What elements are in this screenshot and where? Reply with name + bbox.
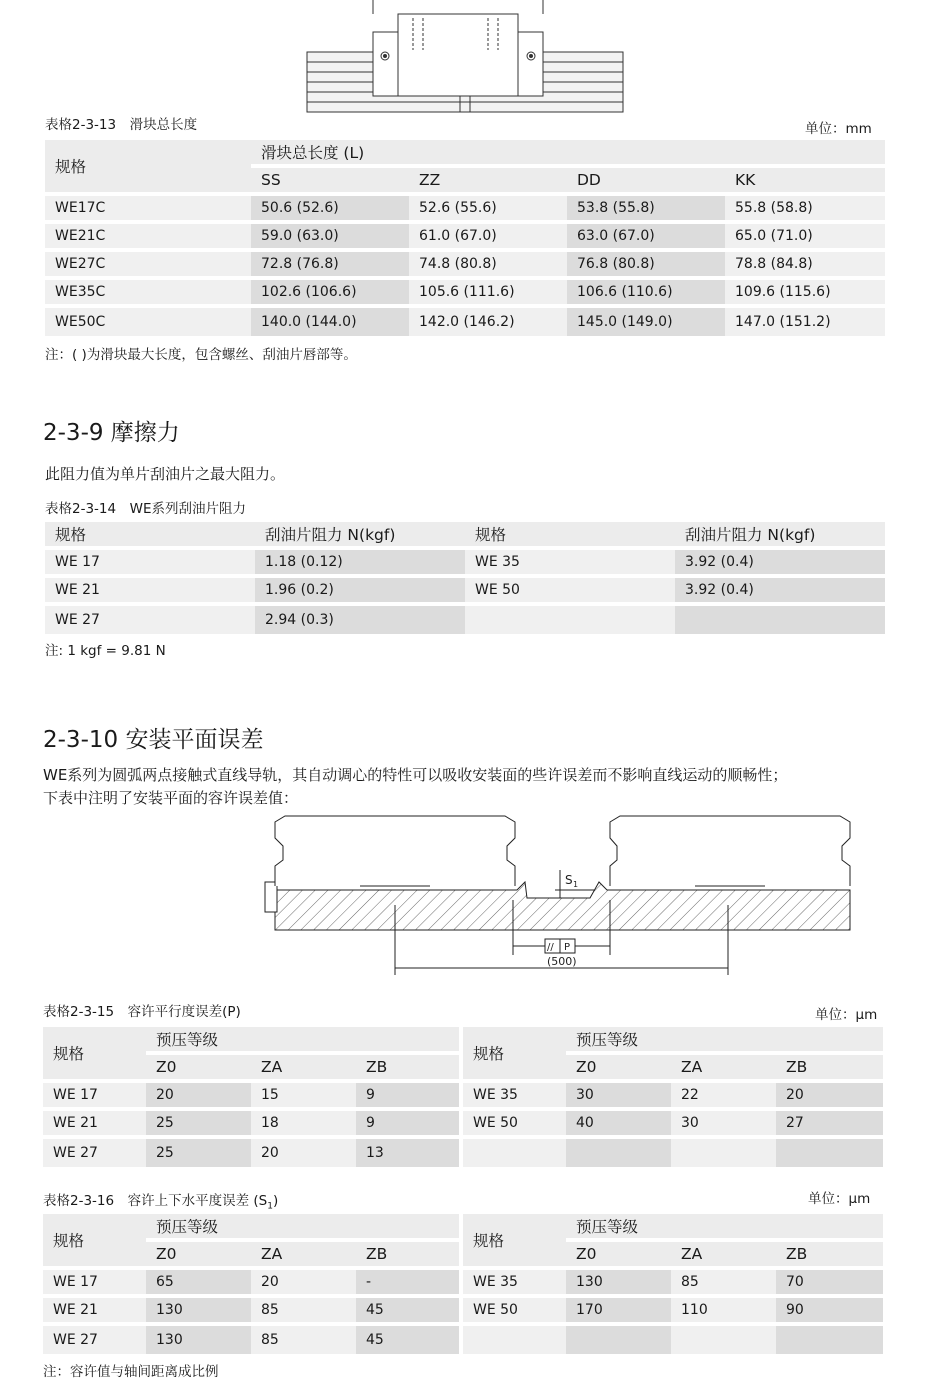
col-za: ZA bbox=[251, 1242, 356, 1270]
table-row bbox=[45, 280, 885, 308]
cell: 130 bbox=[146, 1326, 251, 1354]
table-row bbox=[43, 1298, 883, 1326]
cell: 27 bbox=[776, 1111, 883, 1139]
cell: 102.6 (106.6) bbox=[251, 280, 409, 308]
header-spec: 规格 bbox=[43, 1027, 146, 1083]
row-spec: WE 50 bbox=[465, 578, 675, 606]
col-kk: KK bbox=[725, 168, 885, 196]
cell: 147.0 (151.2) bbox=[725, 308, 885, 336]
table-row bbox=[45, 606, 885, 634]
row-spec bbox=[463, 1326, 566, 1354]
col-zb: ZB bbox=[356, 1055, 459, 1083]
row-spec: WE 27 bbox=[43, 1139, 146, 1167]
row-spec: WE 35 bbox=[463, 1083, 566, 1111]
cell: 1.96 (0.2) bbox=[255, 578, 465, 606]
table-note: 注：容许值与轴间距离成比例 bbox=[43, 1364, 219, 1380]
parallelism-table bbox=[43, 1027, 883, 1167]
row-spec bbox=[463, 1139, 566, 1167]
s1-label: S bbox=[565, 873, 573, 887]
cell: 61.0 (67.0) bbox=[409, 224, 567, 252]
row-spec: WE17C bbox=[45, 196, 251, 224]
section-title: 2-3-10 安装平面误差 bbox=[43, 727, 264, 753]
block-rail-drawing bbox=[295, 0, 635, 118]
s1-subscript: 1 bbox=[573, 880, 579, 889]
cell: 9 bbox=[356, 1111, 459, 1139]
cell: 142.0 (146.2) bbox=[409, 308, 567, 336]
row-spec: WE 17 bbox=[43, 1083, 146, 1111]
section-text: WE系列为圆弧两点接触式直线导轨，其自动调心的特性可以吸收安装面的些许误差而不影响直线运动的顺畅性； bbox=[43, 766, 788, 784]
col-z0: Z0 bbox=[566, 1055, 671, 1083]
cell: 76.8 (80.8) bbox=[567, 252, 725, 280]
cell bbox=[776, 1139, 883, 1167]
cell: 20 bbox=[251, 1139, 356, 1167]
cell: 110 bbox=[671, 1298, 776, 1326]
row-spec: WE27C bbox=[45, 252, 251, 280]
cell: 140.0 (144.0) bbox=[251, 308, 409, 336]
col-zb: ZB bbox=[356, 1242, 459, 1270]
row-spec: WE21C bbox=[45, 224, 251, 252]
row-spec: WE 21 bbox=[45, 578, 255, 606]
cell: 109.6 (115.6) bbox=[725, 280, 885, 308]
level-tolerance-table bbox=[43, 1214, 883, 1354]
cell: 106.6 (110.6) bbox=[567, 280, 725, 308]
cell bbox=[566, 1326, 671, 1354]
datum-label: P bbox=[564, 942, 571, 953]
cell: 65.0 (71.0) bbox=[725, 224, 885, 252]
unit-label: 单位：mm bbox=[805, 121, 872, 137]
col-z0: Z0 bbox=[566, 1242, 671, 1270]
table-row bbox=[45, 550, 885, 578]
header-group: 预压等级 bbox=[566, 1027, 883, 1055]
row-spec: WE 27 bbox=[45, 606, 255, 634]
header-group: 预压等级 bbox=[146, 1027, 459, 1055]
cell: 18 bbox=[251, 1111, 356, 1139]
section-text: 此阻力值为单片刮油片之最大阻力。 bbox=[45, 465, 286, 483]
row-spec: WE 50 bbox=[463, 1111, 566, 1139]
cell: 15 bbox=[251, 1083, 356, 1111]
table-row bbox=[45, 252, 885, 280]
table-row bbox=[43, 1083, 883, 1111]
table-row bbox=[43, 1139, 883, 1167]
table-caption: 表格2-3-15 容许平行度误差(P) bbox=[43, 1004, 241, 1020]
row-spec: WE 50 bbox=[463, 1298, 566, 1326]
cell: 3.92 (0.4) bbox=[675, 550, 885, 578]
cell: 1.18 (0.12) bbox=[255, 550, 465, 578]
cell: 50.6 (52.6) bbox=[251, 196, 409, 224]
cell bbox=[671, 1139, 776, 1167]
header-spec: 规格 bbox=[465, 522, 675, 550]
cell: 74.8 (80.8) bbox=[409, 252, 567, 280]
cell: 25 bbox=[146, 1111, 251, 1139]
row-spec: WE 35 bbox=[463, 1270, 566, 1298]
wiper-resistance-table bbox=[45, 522, 885, 634]
table-row bbox=[45, 224, 885, 252]
cell: 85 bbox=[251, 1326, 356, 1354]
col-za: ZA bbox=[671, 1242, 776, 1270]
table-caption: 表格2-3-13 滑块总长度 bbox=[45, 117, 198, 133]
table-row bbox=[45, 308, 885, 336]
cell: 85 bbox=[251, 1298, 356, 1326]
table-caption: 表格2-3-14 WE系列刮油片阻力 bbox=[45, 501, 246, 517]
cell: 25 bbox=[146, 1139, 251, 1167]
cell: 45 bbox=[356, 1298, 459, 1326]
row-spec: WE35C bbox=[45, 280, 251, 308]
cell: 90 bbox=[776, 1298, 883, 1326]
cell: 63.0 (67.0) bbox=[567, 224, 725, 252]
caption-text: 表格2-3-16 容许上下水平度误差 (S bbox=[43, 1193, 268, 1209]
row-spec: WE 21 bbox=[43, 1298, 146, 1326]
row-spec: WE50C bbox=[45, 308, 251, 336]
row-spec: WE 21 bbox=[43, 1111, 146, 1139]
table-note: 注：( )为滑块最大长度，包含螺丝、刮油片唇部等。 bbox=[45, 347, 357, 363]
cell: 130 bbox=[566, 1270, 671, 1298]
cell: 78.8 (84.8) bbox=[725, 252, 885, 280]
row-spec: WE 17 bbox=[43, 1270, 146, 1298]
cell: 130 bbox=[146, 1298, 251, 1326]
cell bbox=[671, 1326, 776, 1354]
row-spec: WE 35 bbox=[465, 550, 675, 578]
cell: 170 bbox=[566, 1298, 671, 1326]
row-spec: WE 27 bbox=[43, 1326, 146, 1354]
cell: 3.92 (0.4) bbox=[675, 578, 885, 606]
col-dd: DD bbox=[567, 168, 725, 196]
header-spec: 规格 bbox=[43, 1214, 146, 1270]
header-spec: 规格 bbox=[45, 522, 255, 550]
caption-subscript: 1 bbox=[267, 1201, 273, 1212]
section-title: 2-3-9 摩擦力 bbox=[43, 420, 180, 446]
col-za: ZA bbox=[671, 1055, 776, 1083]
cell: 20 bbox=[251, 1270, 356, 1298]
cell: 9 bbox=[356, 1083, 459, 1111]
header-group: 预压等级 bbox=[146, 1214, 459, 1242]
header-spec: 规格 bbox=[45, 140, 251, 196]
cell: 22 bbox=[671, 1083, 776, 1111]
cell: 72.8 (76.8) bbox=[251, 252, 409, 280]
cell bbox=[675, 606, 885, 634]
header-spec: 规格 bbox=[463, 1214, 566, 1270]
col-zz: ZZ bbox=[409, 168, 567, 196]
col-ss: SS bbox=[251, 168, 409, 196]
cell bbox=[566, 1139, 671, 1167]
header-group: 滑块总长度 (L) bbox=[251, 140, 885, 168]
caption-text-end: ) bbox=[272, 1193, 279, 1209]
cell: 65 bbox=[146, 1270, 251, 1298]
cell: 105.6 (111.6) bbox=[409, 280, 567, 308]
cell: 52.6 (55.6) bbox=[409, 196, 567, 224]
cell: 13 bbox=[356, 1139, 459, 1167]
cell: 59.0 (63.0) bbox=[251, 224, 409, 252]
header-group: 预压等级 bbox=[566, 1214, 883, 1242]
table-row bbox=[43, 1326, 883, 1354]
header-value: 刮油片阻力 N(kgf) bbox=[675, 522, 885, 550]
table-row bbox=[45, 196, 885, 224]
header-value: 刮油片阻力 N(kgf) bbox=[255, 522, 465, 550]
row-spec: WE 17 bbox=[45, 550, 255, 578]
table-note: 注: 1 kgf = 9.81 N bbox=[45, 643, 166, 659]
table-caption bbox=[43, 1189, 278, 1212]
cell: 145.0 (149.0) bbox=[567, 308, 725, 336]
length-label: (500) bbox=[547, 955, 577, 968]
table-row bbox=[43, 1111, 883, 1139]
cell: 30 bbox=[566, 1083, 671, 1111]
table-row bbox=[45, 578, 885, 606]
header-spec: 规格 bbox=[463, 1027, 566, 1083]
section-text: 下表中注明了安装平面的容许误差值： bbox=[43, 789, 299, 807]
col-zb: ZB bbox=[776, 1242, 883, 1270]
cell: 85 bbox=[671, 1270, 776, 1298]
cell: 70 bbox=[776, 1270, 883, 1298]
slider-length-table bbox=[45, 140, 885, 336]
col-za: ZA bbox=[251, 1055, 356, 1083]
col-z0: Z0 bbox=[146, 1242, 251, 1270]
cell: 20 bbox=[146, 1083, 251, 1111]
unit-label: 单位：μm bbox=[808, 1191, 871, 1207]
cell: 20 bbox=[776, 1083, 883, 1111]
cell bbox=[776, 1326, 883, 1354]
col-z0: Z0 bbox=[146, 1055, 251, 1083]
table-row bbox=[43, 1270, 883, 1298]
cell: 45 bbox=[356, 1326, 459, 1354]
cell: 55.8 (58.8) bbox=[725, 196, 885, 224]
cell: 30 bbox=[671, 1111, 776, 1139]
cell: 53.8 (55.8) bbox=[567, 196, 725, 224]
unit-label: 单位：μm bbox=[815, 1007, 878, 1023]
cell: 40 bbox=[566, 1111, 671, 1139]
cell: 2.94 (0.3) bbox=[255, 606, 465, 634]
col-zb: ZB bbox=[776, 1055, 883, 1083]
row-spec bbox=[465, 606, 675, 634]
mounting-surface-drawing bbox=[255, 810, 865, 975]
parallel-symbol: // bbox=[547, 942, 554, 953]
cell: - bbox=[356, 1270, 459, 1298]
